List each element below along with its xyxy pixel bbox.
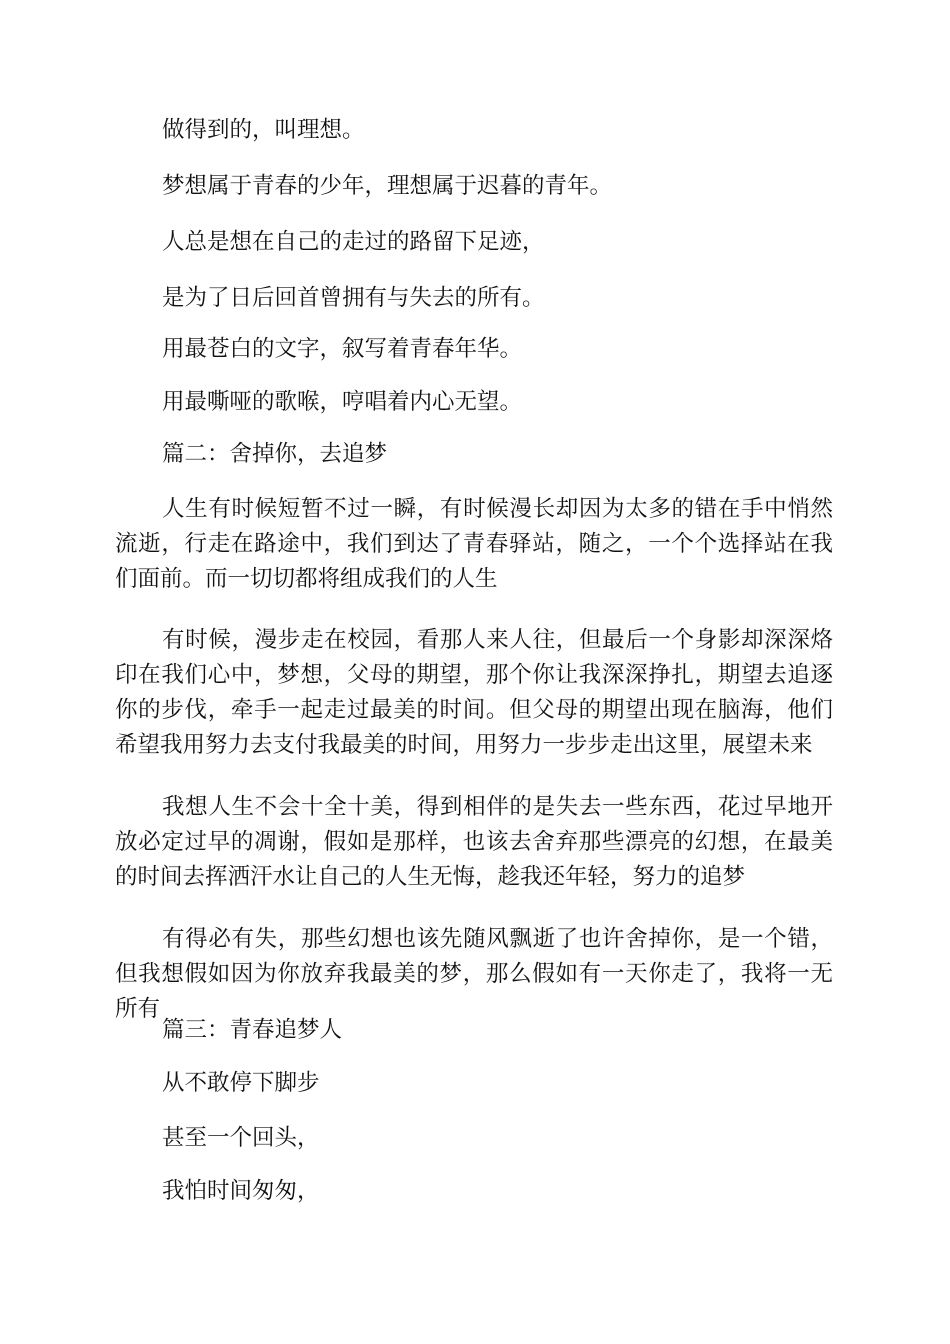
paragraph: 我想人生不会十全十美，得到相伴的是失去一些东西，花过早地开放必定过早的凋谢，假如是那样，也该去舍弃那些漂亮的幻想，在最美的时间去挥洒汗水让自己的人生无悔，趁我还年轻，努力的追梦 (115, 794, 833, 890)
text-line: 梦想属于青春的少年，理想属于迟暮的青年。 (162, 173, 613, 199)
text-line: 用最嘶哑的歌喉，哼唱着内心无望。 (162, 389, 523, 415)
text-line: 是为了日后回首曾拥有与失去的所有。 (162, 285, 545, 311)
text-line: 做得到的，叫理想。 (162, 117, 365, 143)
section-heading: 篇二：舍掉你，去追梦 (162, 441, 388, 467)
text-line: 用最苍白的文字，叙写着青春年华。 (162, 336, 523, 362)
text-line: 人总是想在自己的走过的路留下足迹， (162, 229, 545, 255)
text-line: 我怕时间匆匆， (162, 1178, 320, 1204)
paragraph: 人生有时候短暂不过一瞬，有时候漫长却因为太多的错在手中悄然流逝，行走在路途中，我们到达了青春驿站，随之，一个个选择站在我们面前。而一切切都将组成我们的人生 (115, 496, 833, 592)
section-heading: 篇三：青春追梦人 (162, 1017, 343, 1043)
text-line: 从不敢停下脚步 (162, 1070, 320, 1096)
text-line: 甚至一个回头， (162, 1125, 320, 1151)
paragraph: 有得必有失，那些幻想也该先随风飘逝了也许舍掉你，是一个错，但我想假如因为你放弃我最美的梦，那么假如有一天你走了，我将一无所有 (115, 926, 833, 1022)
paragraph: 有时候，漫步走在校园，看那人来人往，但最后一个身影却深深烙印在我们心中，梦想，父母的期望，那个你让我深深挣扎，期望去追逐你的步伐，牵手一起走过最美的时间。但父母的期望出现在脑海，他们希望我用努力去支付我最美的时间，用努力一步步走出这里，展望未来 (115, 627, 833, 758)
